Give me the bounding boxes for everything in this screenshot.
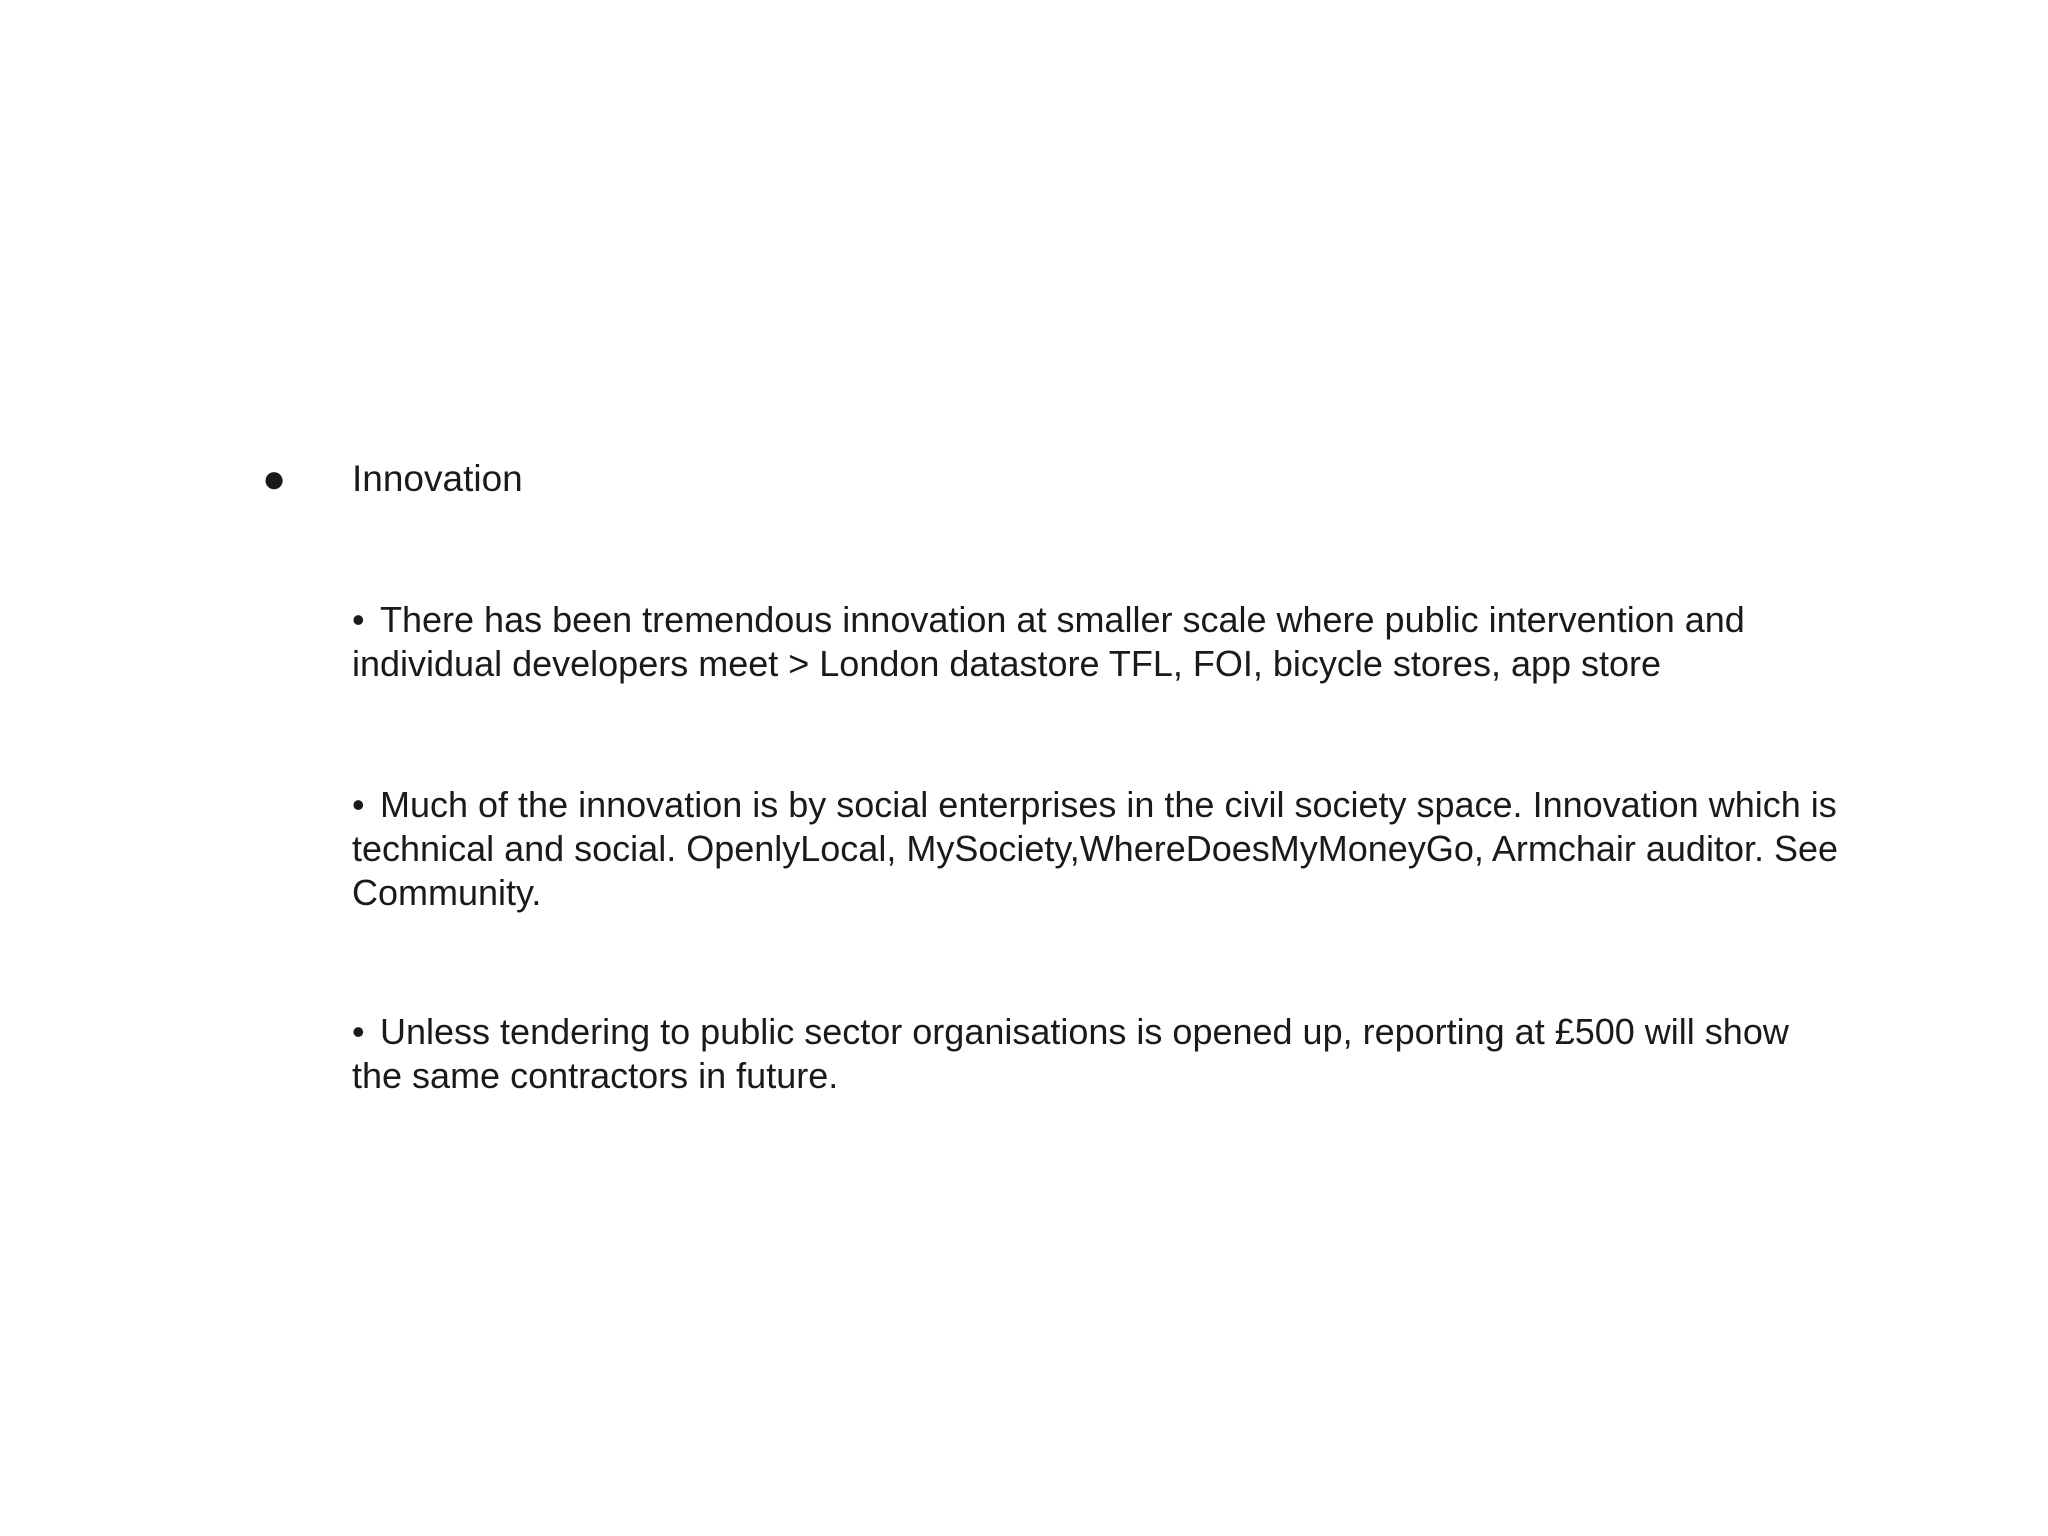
- bullet-marker-icon: •: [352, 1011, 365, 1052]
- slide-heading: Innovation: [352, 458, 523, 499]
- bullet-point-text: There has been tremendous innovation at smaller scale where public intervention and individual developers meet > London datastore TFL, FOI, bicycle stores, app store: [352, 599, 1745, 684]
- bullet-marker-icon: •: [352, 599, 365, 640]
- bullet-point: [352, 783, 1912, 915]
- bullet-point: [352, 598, 1912, 686]
- bullet-marker-icon: •: [352, 784, 365, 825]
- bullet-point: [352, 1010, 1912, 1098]
- heading-bullet-icon: ●: [262, 457, 287, 501]
- bullet-point-text: Unless tendering to public sector organisations is opened up, reporting at £500 will show the same contractors in future.: [352, 1011, 1789, 1096]
- bullet-point-text: Much of the innovation is by social enterprises in the civil society space. Innovation which is technical and social. OpenlyLocal, MySociety,WhereDoesMyMoneyGo, Armchair auditor. See Community.: [352, 784, 1839, 913]
